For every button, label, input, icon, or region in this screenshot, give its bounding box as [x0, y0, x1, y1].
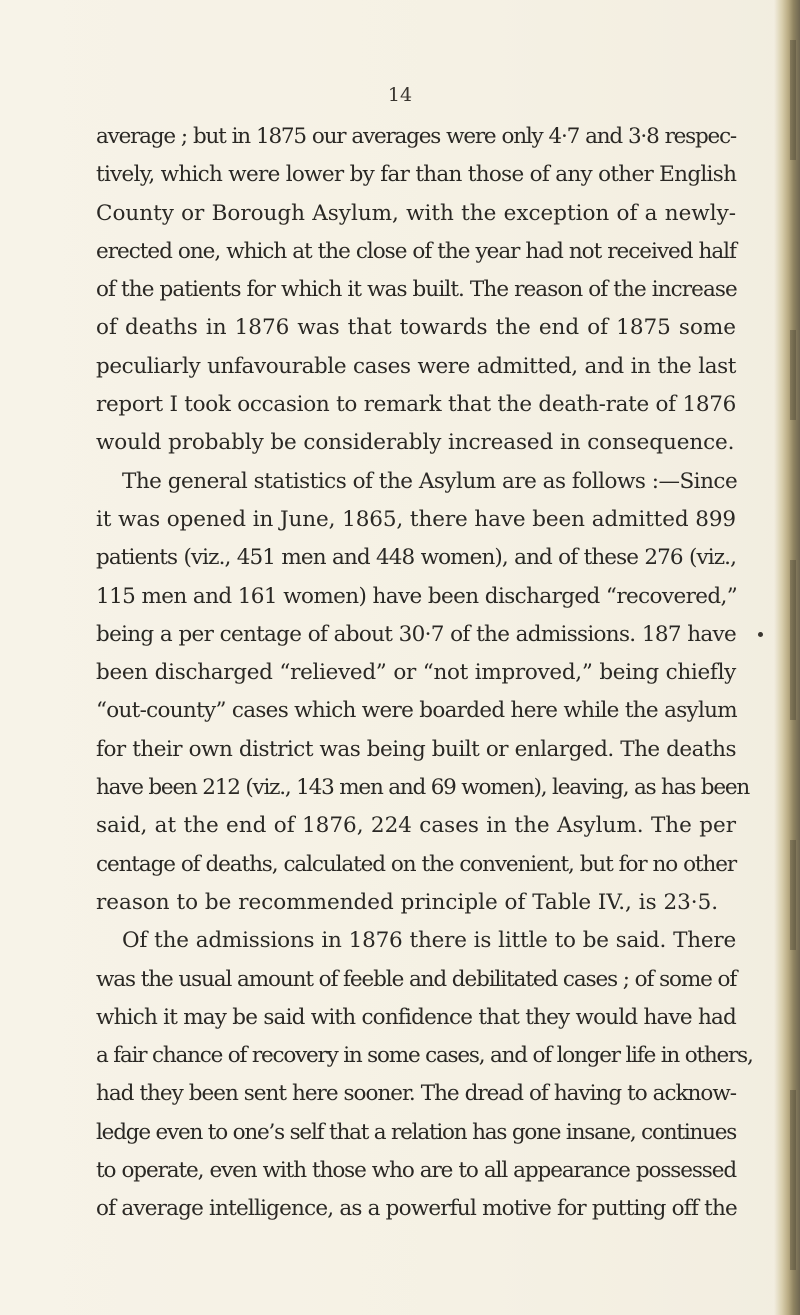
text-line: been discharged “relieved” or “not improved,” being chiefly [96, 660, 736, 686]
text-line: it was opened in June, 1865, there have been admitted 899 [96, 506, 736, 532]
text-line: have been 212 (viz., 143 men and 69 women), leaving, as has been [96, 775, 750, 801]
text-line: being a per centage of about 30·7 of the admissions. 187 have [96, 621, 736, 647]
binding-shadow [790, 840, 796, 950]
text-line: reason to be recommended principle of Table IV., is 23·5. [96, 889, 719, 915]
text-line: of average intelligence, as a powerful motive for putting off the [96, 1196, 737, 1222]
margin-mark [758, 632, 763, 637]
text-line: patients (viz., 451 men and 448 women), and of these 276 (viz., [96, 545, 736, 571]
text-line: County or Borough Asylum, with the exception of a newly- [96, 200, 736, 226]
text-line: ledge even to one’s self that a relation has gone insane, continues [96, 1119, 737, 1145]
binding-shadow [790, 560, 796, 720]
body-text [96, 118, 753, 1229]
text-line: a fair chance of recovery in some cases, and of longer life in others, [96, 1043, 753, 1069]
text-line: report I took occasion to remark that the death-rate of 1876 [96, 392, 736, 418]
text-line: would probably be considerably increased in consequence. [96, 430, 735, 456]
text-line: Of the admissions in 1876 there is little to be said. There [122, 928, 736, 954]
text-line: The general statistics of the Asylum are as follows :—Since [122, 468, 738, 494]
text-line: “out-county” cases which were boarded here while the asylum [96, 698, 737, 724]
text-line: average ; but in 1875 our averages were only 4·7 and 3·8 respec- [96, 124, 736, 149]
text-line: centage of deaths, calculated on the convenient, but for no other [96, 851, 736, 877]
text-line: had they been sent here sooner. The dread of having to acknow- [96, 1081, 736, 1107]
text-line: 115 men and 161 women) have been discharged “recovered,” [96, 583, 738, 609]
text-line: erected one, which at the close of the year had not received half [96, 238, 736, 264]
text-line: of deaths in 1876 was that towards the end of 1875 some [96, 315, 736, 341]
page-binding-edge [774, 0, 800, 1315]
text-line: to operate, even with those who are to all appearance possessed [96, 1158, 736, 1184]
text-line: tively, which were lower by far than those of any other English [96, 162, 737, 188]
text-line: for their own district was being built or enlarged. The deaths [96, 736, 736, 762]
binding-shadow [790, 330, 796, 420]
text-line: was the usual amount of feeble and debilitated cases ; of some of [96, 966, 737, 992]
binding-shadow [790, 40, 796, 160]
text-line: peculiarly unfavourable cases were admitted, and in the last [96, 353, 736, 379]
text-line: which it may be said with confidence that they would have had [96, 1004, 736, 1030]
binding-shadow [790, 1090, 796, 1270]
text-line: said, at the end of 1876, 224 cases in the Asylum. The per [96, 813, 736, 839]
text-line: of the patients for which it was built. The reason of the increase [96, 277, 737, 303]
page-number: 14 [387, 84, 413, 106]
